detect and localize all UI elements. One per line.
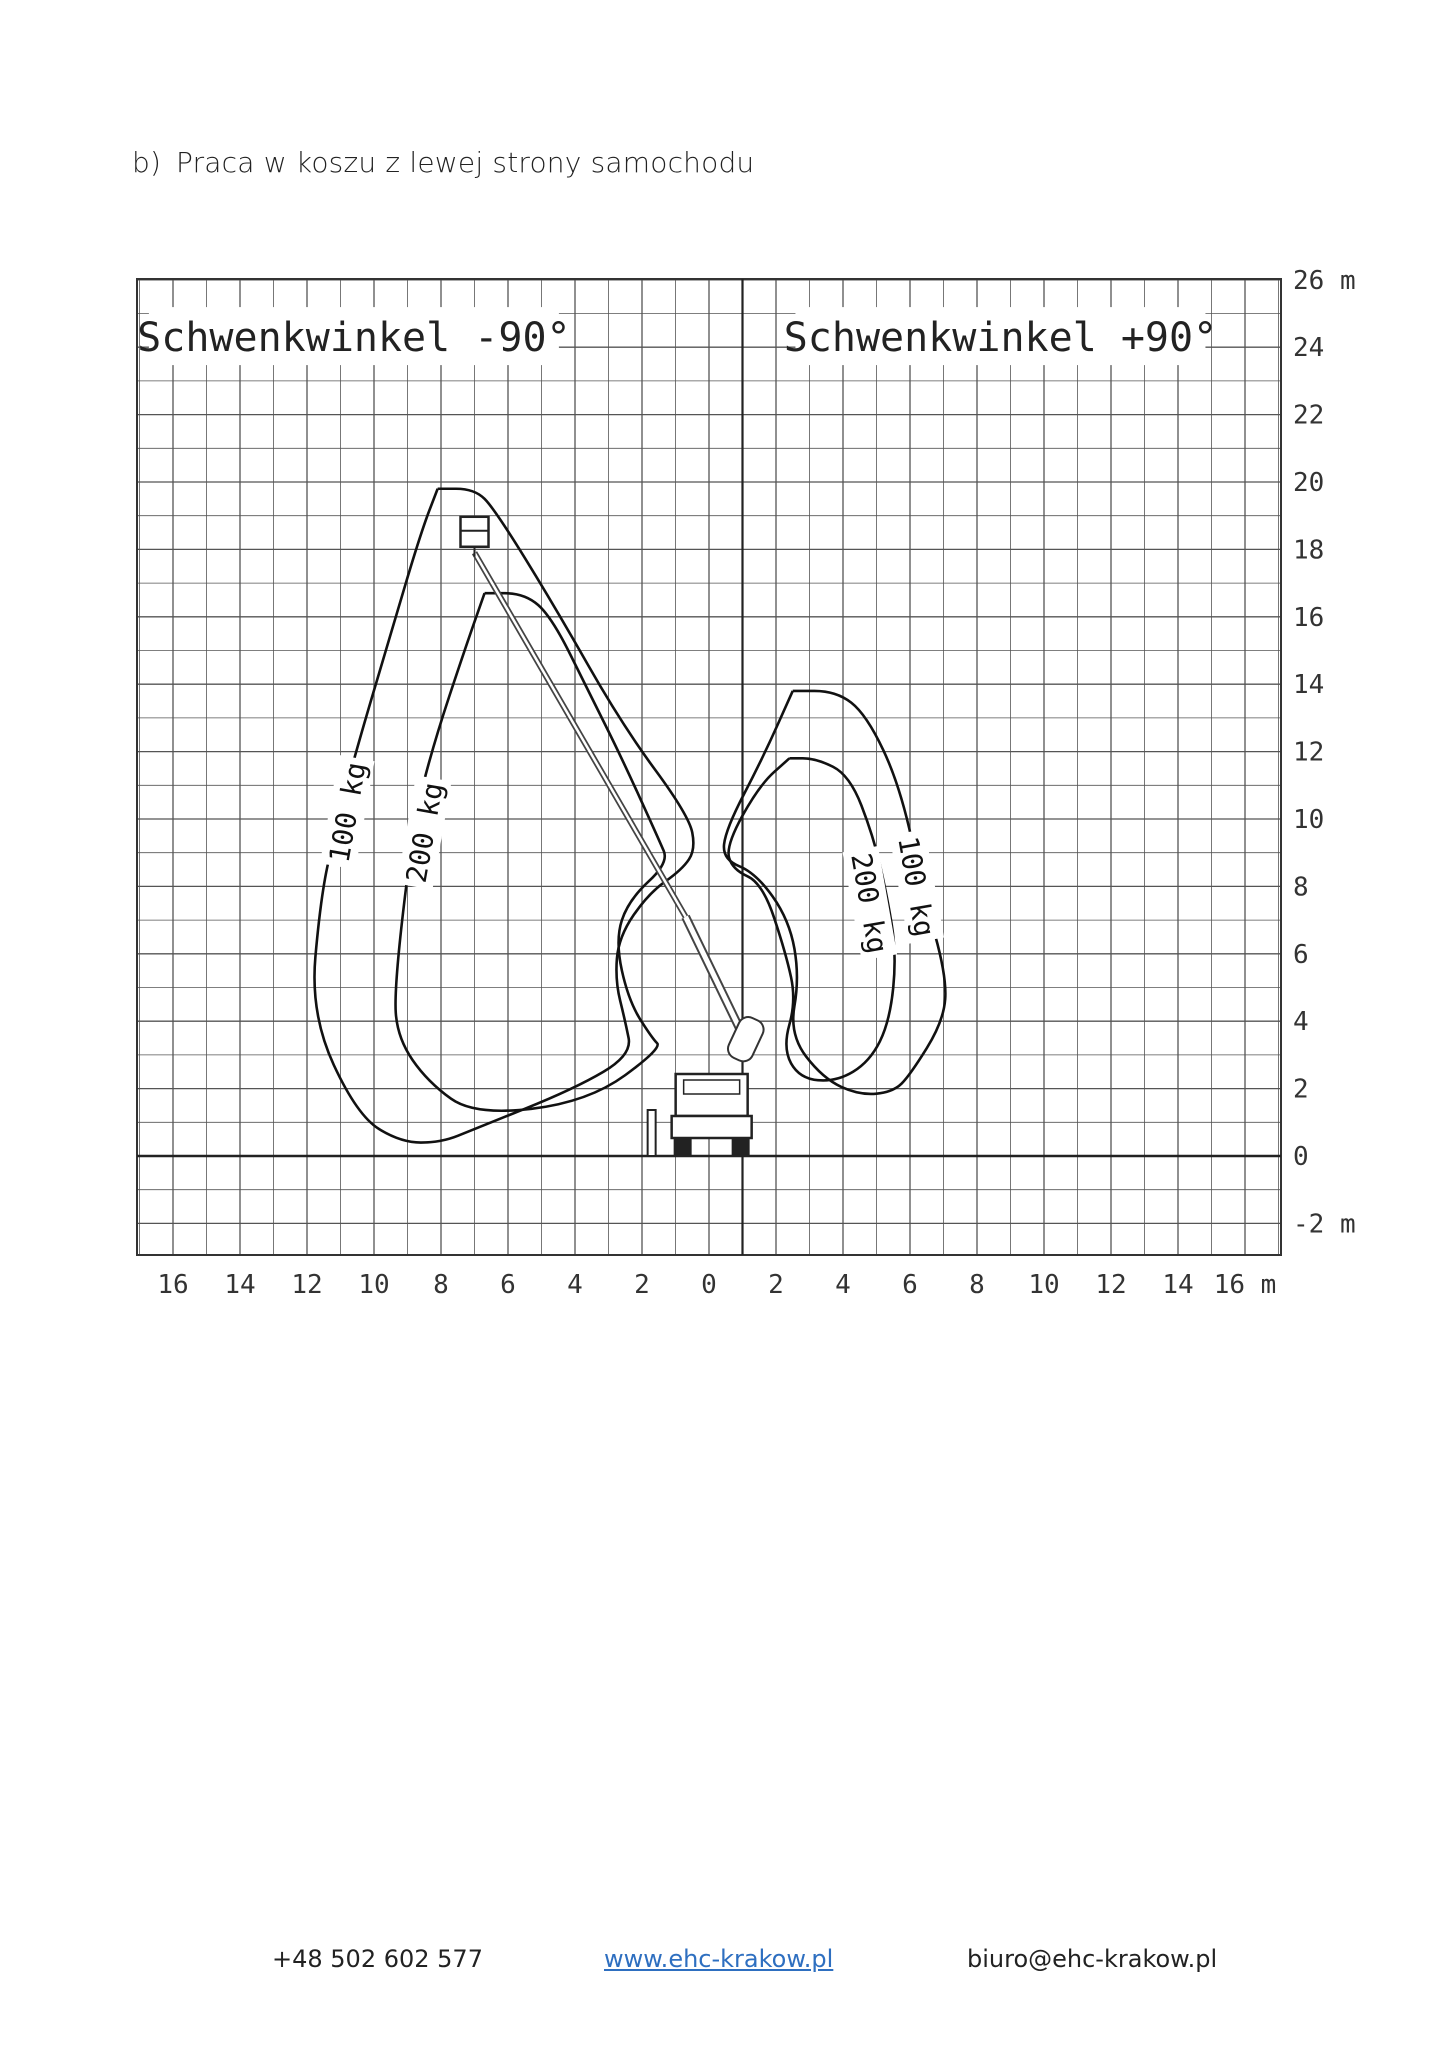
x-tick-label: 6 bbox=[500, 1270, 516, 1300]
y-tick-label: 14 bbox=[1293, 670, 1325, 701]
envelope-load-label: 200 kg bbox=[844, 850, 895, 957]
x-tick-label: 10 bbox=[358, 1270, 390, 1300]
x-tick-label: 16 m bbox=[1213, 1270, 1277, 1300]
y-tick-label: 18 bbox=[1293, 535, 1325, 566]
x-tick-label: 2 bbox=[768, 1270, 784, 1300]
envelope-load-label: 200 kg bbox=[399, 779, 450, 886]
y-tick-label: -2 m bbox=[1293, 1209, 1356, 1240]
x-tick-label: 16 bbox=[157, 1270, 189, 1300]
y-tick-label: 6 bbox=[1293, 939, 1309, 970]
truck-wheel-right-icon bbox=[732, 1138, 750, 1156]
footer-email: biuro@ehc-krakow.pl bbox=[967, 1945, 1218, 1973]
x-tick-label: 8 bbox=[433, 1270, 449, 1300]
x-tick-label: 12 bbox=[1095, 1270, 1127, 1300]
x-tick-label: 6 bbox=[902, 1270, 918, 1300]
y-tick-label: 10 bbox=[1293, 805, 1325, 835]
x-tick-label: 10 bbox=[1028, 1270, 1060, 1300]
left-swing-angle-label: Schwenkwinkel -90° bbox=[137, 315, 571, 362]
right-swing-angle-label: Schwenkwinkel +90° bbox=[783, 315, 1218, 362]
y-tick-label: 0 bbox=[1293, 1142, 1309, 1172]
load-envelope-curve bbox=[314, 489, 693, 1143]
envelope-load-label: 100 kg bbox=[322, 759, 373, 866]
truck-window bbox=[684, 1080, 740, 1094]
truck-wheel-left-icon bbox=[674, 1138, 692, 1156]
x-tick-label: 8 bbox=[969, 1270, 985, 1300]
y-tick-label: 20 bbox=[1293, 468, 1325, 498]
x-tick-label: 12 bbox=[291, 1270, 323, 1300]
truck-chassis-icon bbox=[672, 1116, 752, 1138]
heading-text: Praca w koszu z lewej strony samochodu bbox=[176, 146, 755, 179]
x-tick-label: 4 bbox=[835, 1270, 851, 1300]
x-tick-label: 0 bbox=[701, 1270, 717, 1300]
boom-lower-inner bbox=[686, 917, 746, 1042]
heading-marker: b) bbox=[132, 146, 162, 179]
footer-website-link[interactable]: www.ehc-krakow.pl bbox=[604, 1945, 834, 1973]
y-tick-label: 4 bbox=[1293, 1007, 1309, 1038]
y-tick-label: 8 bbox=[1293, 872, 1309, 903]
y-tick-label: 16 bbox=[1293, 602, 1325, 633]
y-tick-label: 2 bbox=[1293, 1074, 1309, 1105]
outrigger-icon bbox=[648, 1110, 656, 1156]
y-tick-label: 22 bbox=[1293, 400, 1325, 431]
x-tick-label: 4 bbox=[567, 1270, 583, 1300]
x-tick-label: 14 bbox=[1162, 1270, 1194, 1300]
footer-phone: +48 502 602 577 bbox=[272, 1945, 483, 1973]
envelope-load-label: 100 kg bbox=[891, 833, 942, 940]
y-tick-label: 26 m bbox=[1293, 265, 1356, 296]
y-tick-label: 24 bbox=[1293, 333, 1325, 364]
boom-upper-inner bbox=[475, 553, 686, 917]
y-tick-label: 12 bbox=[1293, 737, 1325, 768]
x-tick-label: 2 bbox=[634, 1270, 650, 1300]
x-tick-label: 14 bbox=[224, 1270, 256, 1300]
